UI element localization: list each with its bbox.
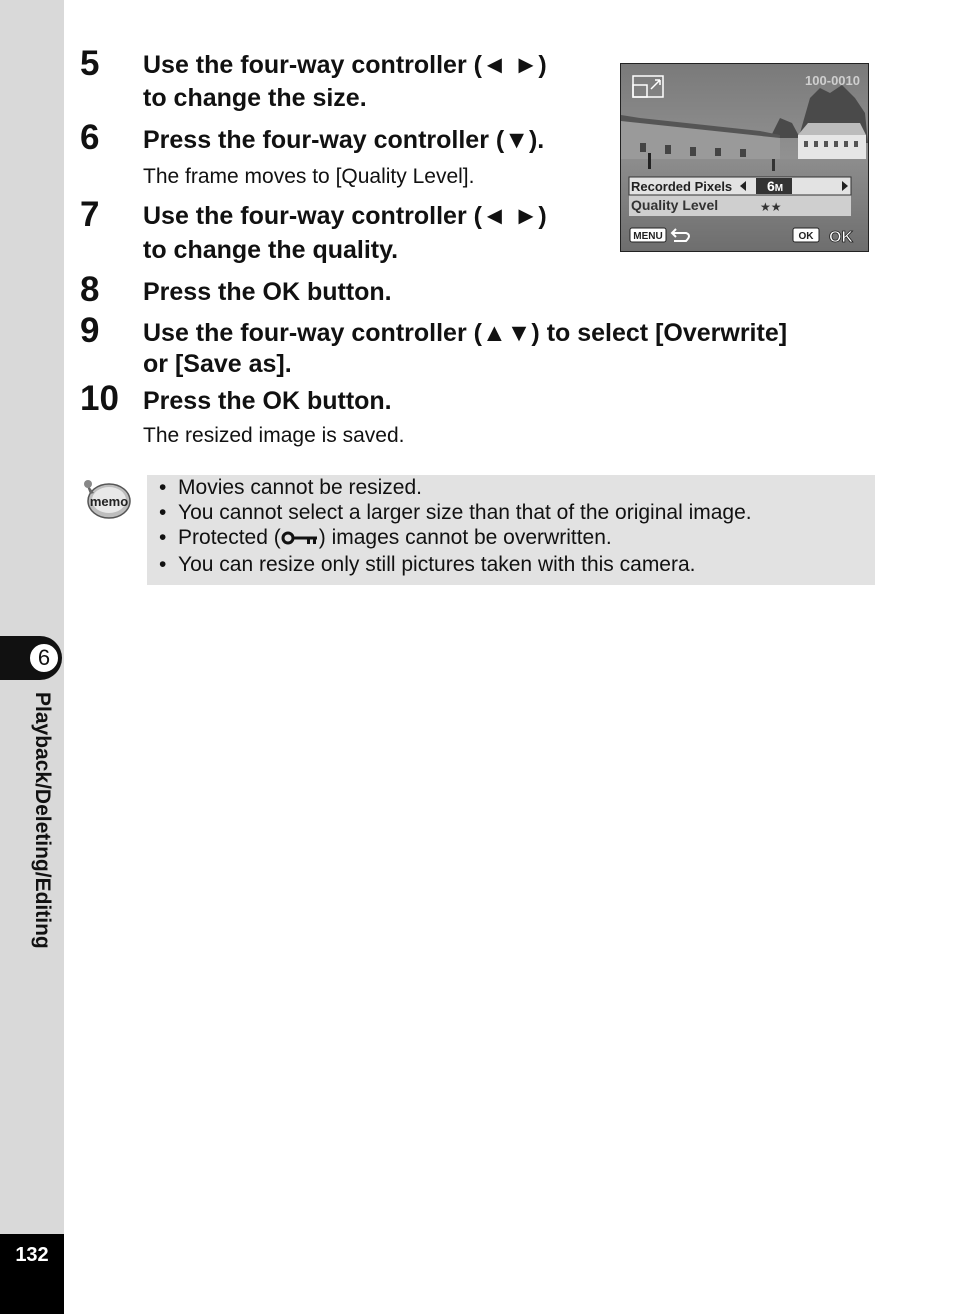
step-number: 5: [80, 44, 100, 83]
step-text: Press the OK button.: [143, 278, 392, 306]
step-text: Press the OK button.: [143, 387, 392, 415]
step-text: or [Save as].: [143, 350, 292, 378]
photo-person: [648, 153, 651, 169]
step-text: Press the four-way controller (▼).: [143, 126, 545, 154]
file-number: 100-0010: [805, 73, 860, 88]
step-number: 8: [80, 270, 100, 309]
menu-button-label: MENU: [633, 231, 663, 242]
quality-level-value: ★★: [760, 200, 782, 214]
memo-icon-label: memo: [89, 494, 129, 509]
step-note: The resized image is saved.: [143, 424, 405, 447]
step-text: to change the size.: [143, 84, 367, 112]
memo-item-text: Movies cannot be resized.: [178, 476, 422, 499]
ok-label: OK: [829, 229, 853, 246]
memo-item: [159, 553, 696, 577]
memo-item-text: You can resize only still pictures taken with this camera.: [178, 553, 696, 576]
page-number: 132: [15, 1244, 49, 1266]
key-icon: [281, 530, 319, 546]
bullet: •: [159, 526, 167, 549]
camera-screen: [620, 63, 869, 252]
step-text: Use the four-way controller (◄ ►): [143, 51, 547, 79]
memo-item: [159, 501, 752, 525]
step-number: 6: [80, 118, 100, 157]
memo-item-text: You cannot select a larger size than that of the original image.: [178, 501, 752, 524]
photo-house: [798, 123, 866, 159]
bullet: •: [159, 476, 167, 499]
section-title: Playback/Deleting/Editing: [31, 692, 54, 949]
memo-icon: [80, 477, 132, 521]
recorded-pixels-value: 6M: [767, 178, 784, 194]
memo-item: [159, 526, 612, 550]
bullet: •: [159, 553, 167, 576]
step-text: Use the four-way controller (◄ ►): [143, 202, 547, 230]
memo-item: [159, 476, 422, 500]
step-number: 10: [80, 379, 119, 418]
ok-button-label: OK: [798, 231, 814, 242]
memo-box: [147, 475, 875, 585]
step-text: Use the four-way controller (▲▼) to select [Overwrite]: [143, 319, 788, 347]
recorded-pixels-label: Recorded Pixels: [631, 179, 733, 194]
memo-item-text: ) images cannot be overwritten.: [318, 526, 612, 549]
step-number: 7: [80, 195, 100, 234]
step-note: The frame moves to [Quality Level].: [143, 165, 475, 188]
quality-level-label: Quality Level: [631, 197, 719, 213]
bullet: •: [159, 501, 167, 524]
step-number: 9: [80, 311, 100, 350]
photo-person: [772, 159, 775, 171]
step-text: to change the quality.: [143, 236, 399, 264]
memo-item-text: Protected (: [178, 526, 281, 549]
chapter-number: 6: [28, 642, 60, 674]
